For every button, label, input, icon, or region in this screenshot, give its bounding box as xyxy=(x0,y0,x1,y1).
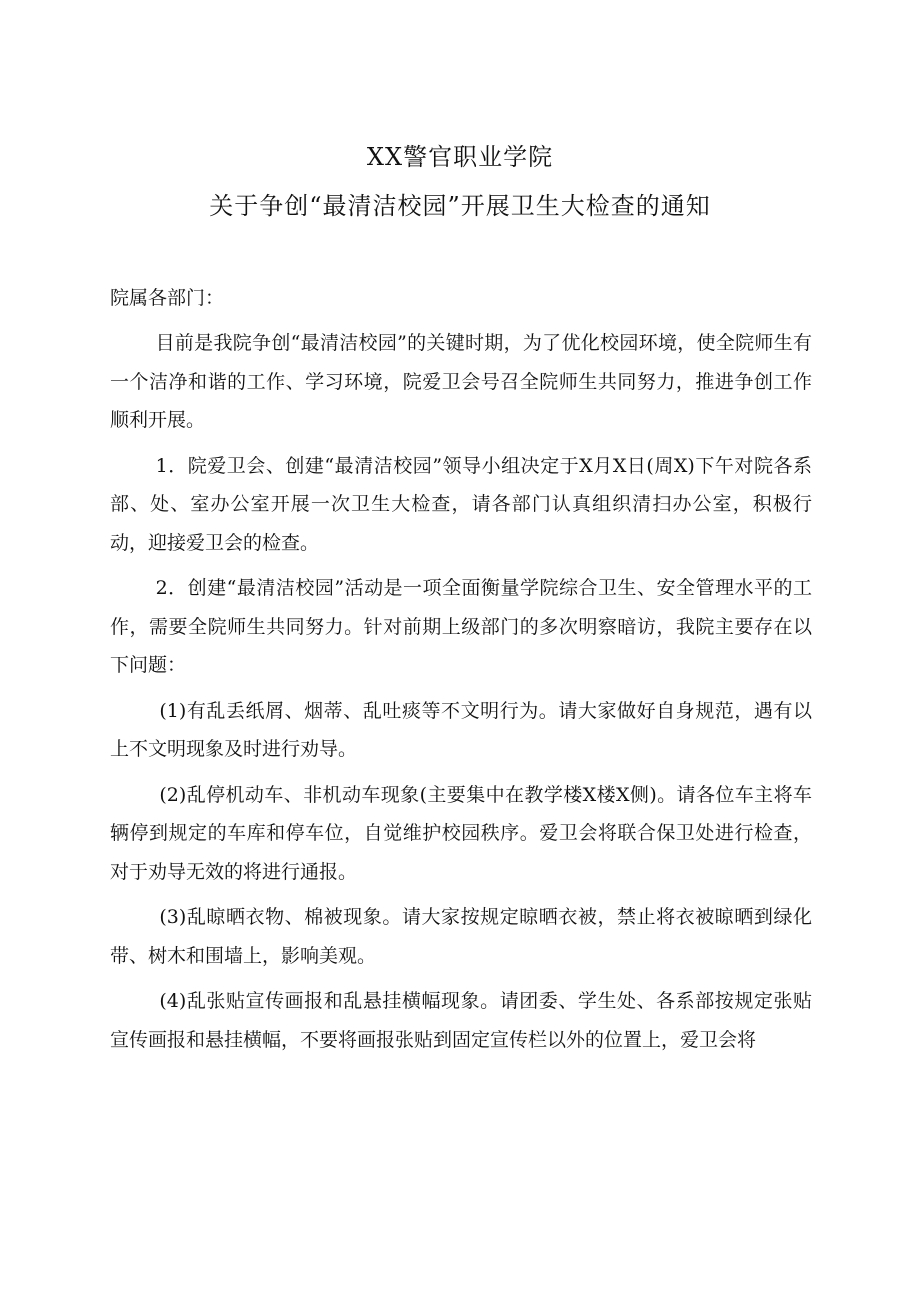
salutation: 院属各部门： xyxy=(110,287,225,309)
paragraph-item-2: 2．创建“最清洁校园”活动是一项全面衡量学院综合卫生、安全管理水平的工作，需要全院师生共同努力。针对前期上级部门的多次明察暗访，我院主要存在以下问题： xyxy=(110,577,812,676)
document-title xyxy=(0,133,920,231)
paragraph-item-1: 1．院爱卫会、创建“最清洁校园”领导小组决定于X月X日(周X)下午对院各系部、处、室办公室开展一次卫生大检查，请各部门认真组织清扫办公室，积极行动，迎接爱卫会的检查。 xyxy=(110,454,812,554)
sub-item-2: (2)乱停机动车、非机动车现象(主要集中在教学楼X楼X侧)。请各位车主将车辆停到规定的车库和停车位，自觉维护校园秩序。爱卫会将联合保卫处进行检查，对于劝导无效的将进行通报。 xyxy=(110,783,812,883)
document-body xyxy=(110,279,812,1066)
sub-item-1: (1)有乱丢纸屑、烟蒂、乱吐痰等不文明行为。请大家做好自身规范，遇有以上不文明现象及时进行劝导。 xyxy=(110,699,812,760)
title-notice: 关于争创“最清洁校园”开展卫生大检查的通知 xyxy=(209,192,711,220)
sub-item-4: (4)乱张贴宣传画报和乱悬挂横幅现象。请团委、学生处、各系部按规定张贴宣传画报和悬挂横幅，不要将画报张贴到固定宣传栏以外的位置上，爱卫会将 xyxy=(110,990,812,1051)
sub-item-3: (3)乱晾晒衣物、棉被现象。请大家按规定晾晒衣被，禁止将衣被晾晒到绿化带、树木和围墙上，影响美观。 xyxy=(110,906,812,967)
paragraph-intro: 目前是我院争创“最清洁校园”的关键时期，为了优化校园环境，使全院师生有一个洁净和谐的工作、学习环境，院爱卫会号召全院师生共同努力，推进争创工作顺利开展。 xyxy=(110,332,812,431)
title-institution: XX警官职业学院 xyxy=(366,143,554,171)
